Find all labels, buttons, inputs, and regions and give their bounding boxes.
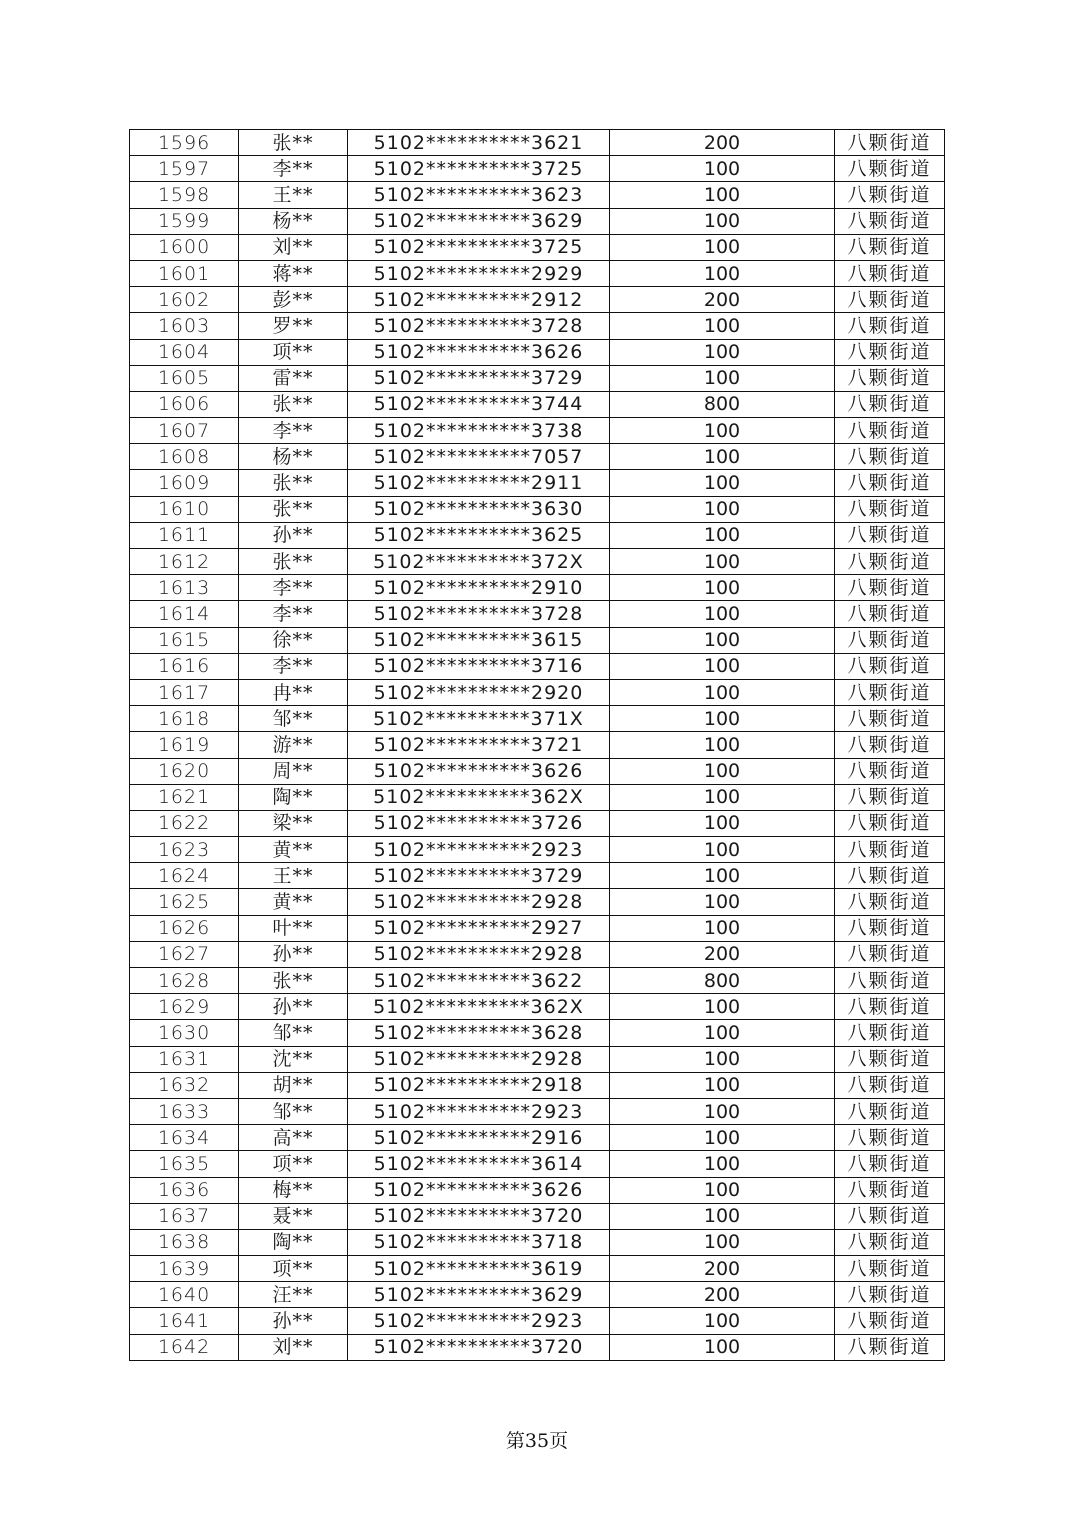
id-number-cell: 5102**********3629 (348, 208, 610, 234)
street-cell: 八颗街道 (835, 1203, 945, 1229)
amount-cell: 100 (610, 627, 835, 653)
table-row (130, 339, 945, 365)
amount-cell: 100 (610, 1308, 835, 1334)
name-cell: 张** (239, 470, 348, 496)
serial-number-cell: 1597 (130, 156, 239, 182)
street-cell: 八颗街道 (835, 889, 945, 915)
amount-cell: 100 (610, 915, 835, 941)
serial-number-cell: 1634 (130, 1125, 239, 1151)
amount-cell: 100 (610, 339, 835, 365)
name-cell: 罗** (239, 313, 348, 339)
name-cell: 李** (239, 601, 348, 627)
table-row (130, 1020, 945, 1046)
amount-cell: 800 (610, 968, 835, 994)
name-cell: 高** (239, 1125, 348, 1151)
table-row (130, 208, 945, 234)
page-number: 第35页 (505, 1430, 569, 1452)
serial-number-cell: 1620 (130, 758, 239, 784)
serial-number-cell: 1618 (130, 706, 239, 732)
serial-number-cell: 1615 (130, 627, 239, 653)
name-cell: 陶** (239, 1229, 348, 1255)
amount-cell: 200 (610, 1282, 835, 1308)
table-row (130, 889, 945, 915)
street-cell: 八颗街道 (835, 679, 945, 705)
name-cell: 张** (239, 549, 348, 575)
serial-number-cell: 1602 (130, 287, 239, 313)
table-row (130, 601, 945, 627)
table-row (130, 653, 945, 679)
serial-number-cell: 1629 (130, 994, 239, 1020)
name-cell: 张** (239, 130, 348, 156)
serial-number-cell: 1630 (130, 1020, 239, 1046)
street-cell: 八颗街道 (835, 1098, 945, 1124)
table-row (130, 1229, 945, 1255)
table-row (130, 418, 945, 444)
amount-cell: 200 (610, 1256, 835, 1282)
serial-number-cell: 1599 (130, 208, 239, 234)
table-row (130, 391, 945, 417)
amount-cell: 100 (610, 418, 835, 444)
street-cell: 八颗街道 (835, 627, 945, 653)
street-cell: 八颗街道 (835, 313, 945, 339)
table-row (130, 1203, 945, 1229)
table-row (130, 156, 945, 182)
street-cell: 八颗街道 (835, 1125, 945, 1151)
name-cell: 项** (239, 339, 348, 365)
street-cell: 八颗街道 (835, 418, 945, 444)
table-row (130, 522, 945, 548)
name-cell: 汪** (239, 1282, 348, 1308)
amount-cell: 100 (610, 260, 835, 286)
name-cell: 黄** (239, 889, 348, 915)
serial-number-cell: 1603 (130, 313, 239, 339)
id-number-cell: 5102**********372X (348, 549, 610, 575)
serial-number-cell: 1637 (130, 1203, 239, 1229)
id-number-cell: 5102**********3626 (348, 1177, 610, 1203)
street-cell: 八颗街道 (835, 260, 945, 286)
name-cell: 张** (239, 496, 348, 522)
serial-number-cell: 1600 (130, 234, 239, 260)
table-row (130, 1334, 945, 1360)
table-row (130, 549, 945, 575)
serial-number-cell: 1606 (130, 391, 239, 417)
id-number-cell: 5102**********371X (348, 706, 610, 732)
serial-number-cell: 1635 (130, 1151, 239, 1177)
id-number-cell: 5102**********3628 (348, 1020, 610, 1046)
amount-cell: 100 (610, 234, 835, 260)
serial-number-cell: 1625 (130, 889, 239, 915)
serial-number-cell: 1623 (130, 837, 239, 863)
street-cell: 八颗街道 (835, 208, 945, 234)
table-row (130, 994, 945, 1020)
amount-cell: 100 (610, 784, 835, 810)
serial-number-cell: 1632 (130, 1072, 239, 1098)
street-cell: 八颗街道 (835, 653, 945, 679)
serial-number-cell: 1611 (130, 522, 239, 548)
table-row (130, 837, 945, 863)
id-number-cell: 5102**********3726 (348, 810, 610, 836)
id-number-cell: 5102**********3728 (348, 601, 610, 627)
amount-cell: 100 (610, 1098, 835, 1124)
name-cell: 周** (239, 758, 348, 784)
street-cell: 八颗街道 (835, 706, 945, 732)
name-cell: 胡** (239, 1072, 348, 1098)
serial-number-cell: 1613 (130, 575, 239, 601)
id-number-cell: 5102**********3626 (348, 758, 610, 784)
id-number-cell: 5102**********2928 (348, 941, 610, 967)
amount-cell: 200 (610, 130, 835, 156)
id-number-cell: 5102**********2928 (348, 889, 610, 915)
street-cell: 八颗街道 (835, 391, 945, 417)
table-row (130, 365, 945, 391)
serial-number-cell: 1612 (130, 549, 239, 575)
street-cell: 八颗街道 (835, 470, 945, 496)
street-cell: 八颗街道 (835, 1334, 945, 1360)
street-cell: 八颗街道 (835, 1282, 945, 1308)
amount-cell: 100 (610, 1072, 835, 1098)
table-row (130, 1098, 945, 1124)
amount-cell: 100 (610, 1203, 835, 1229)
amount-cell: 100 (610, 706, 835, 732)
name-cell: 孙** (239, 522, 348, 548)
id-number-cell: 5102**********2923 (348, 1308, 610, 1334)
serial-number-cell: 1628 (130, 968, 239, 994)
table-row (130, 182, 945, 208)
id-number-cell: 5102**********3729 (348, 365, 610, 391)
id-number-cell: 5102**********3718 (348, 1229, 610, 1255)
serial-number-cell: 1642 (130, 1334, 239, 1360)
table-row (130, 706, 945, 732)
name-cell: 杨** (239, 444, 348, 470)
table-row (130, 234, 945, 260)
amount-cell: 100 (610, 758, 835, 784)
serial-number-cell: 1598 (130, 182, 239, 208)
serial-number-cell: 1622 (130, 810, 239, 836)
serial-number-cell: 1609 (130, 470, 239, 496)
serial-number-cell: 1601 (130, 260, 239, 286)
name-cell: 李** (239, 653, 348, 679)
amount-cell: 100 (610, 522, 835, 548)
name-cell: 项** (239, 1256, 348, 1282)
id-number-cell: 5102**********2928 (348, 1046, 610, 1072)
street-cell: 八颗街道 (835, 1177, 945, 1203)
id-number-cell: 5102**********2912 (348, 287, 610, 313)
table-row (130, 1282, 945, 1308)
amount-cell: 100 (610, 496, 835, 522)
id-number-cell: 5102**********3619 (348, 1256, 610, 1282)
amount-cell: 100 (610, 208, 835, 234)
table-row (130, 1308, 945, 1334)
street-cell: 八颗街道 (835, 941, 945, 967)
id-number-cell: 5102**********3729 (348, 863, 610, 889)
table-row (130, 1151, 945, 1177)
serial-number-cell: 1617 (130, 679, 239, 705)
serial-number-cell: 1614 (130, 601, 239, 627)
id-number-cell: 5102**********2916 (348, 1125, 610, 1151)
id-number-cell: 5102**********2923 (348, 837, 610, 863)
street-cell: 八颗街道 (835, 287, 945, 313)
street-cell: 八颗街道 (835, 182, 945, 208)
table-row (130, 1125, 945, 1151)
id-number-cell: 5102**********362X (348, 994, 610, 1020)
amount-cell: 100 (610, 810, 835, 836)
serial-number-cell: 1621 (130, 784, 239, 810)
street-cell: 八颗街道 (835, 601, 945, 627)
table-row (130, 758, 945, 784)
street-cell: 八颗街道 (835, 1308, 945, 1334)
serial-number-cell: 1626 (130, 915, 239, 941)
serial-number-cell: 1596 (130, 130, 239, 156)
id-number-cell: 5102**********3622 (348, 968, 610, 994)
table-row (130, 444, 945, 470)
serial-number-cell: 1619 (130, 732, 239, 758)
street-cell: 八颗街道 (835, 968, 945, 994)
amount-cell: 100 (610, 575, 835, 601)
table-row (130, 470, 945, 496)
street-cell: 八颗街道 (835, 156, 945, 182)
name-cell: 杨** (239, 208, 348, 234)
street-cell: 八颗街道 (835, 1072, 945, 1098)
amount-cell: 100 (610, 1151, 835, 1177)
street-cell: 八颗街道 (835, 575, 945, 601)
amount-cell: 100 (610, 1229, 835, 1255)
amount-cell: 100 (610, 1046, 835, 1072)
table-row (130, 810, 945, 836)
street-cell: 八颗街道 (835, 1151, 945, 1177)
name-cell: 雷** (239, 365, 348, 391)
serial-number-cell: 1633 (130, 1098, 239, 1124)
name-cell: 聂** (239, 1203, 348, 1229)
id-number-cell: 5102**********3720 (348, 1203, 610, 1229)
name-cell: 梁** (239, 810, 348, 836)
amount-cell: 100 (610, 182, 835, 208)
name-cell: 孙** (239, 994, 348, 1020)
amount-cell: 800 (610, 391, 835, 417)
id-number-cell: 5102**********3623 (348, 182, 610, 208)
street-cell: 八颗街道 (835, 994, 945, 1020)
table-row (130, 679, 945, 705)
amount-cell: 100 (610, 732, 835, 758)
name-cell: 梅** (239, 1177, 348, 1203)
amount-cell: 100 (610, 1177, 835, 1203)
street-cell: 八颗街道 (835, 339, 945, 365)
name-cell: 刘** (239, 234, 348, 260)
street-cell: 八颗街道 (835, 758, 945, 784)
name-cell: 李** (239, 418, 348, 444)
id-number-cell: 5102**********3725 (348, 234, 610, 260)
table-row (130, 1072, 945, 1098)
street-cell: 八颗街道 (835, 444, 945, 470)
name-cell: 李** (239, 156, 348, 182)
serial-number-cell: 1627 (130, 941, 239, 967)
street-cell: 八颗街道 (835, 365, 945, 391)
amount-cell: 100 (610, 470, 835, 496)
table-row (130, 732, 945, 758)
serial-number-cell: 1624 (130, 863, 239, 889)
id-number-cell: 5102**********3615 (348, 627, 610, 653)
street-cell: 八颗街道 (835, 1229, 945, 1255)
amount-cell: 100 (610, 863, 835, 889)
amount-cell: 100 (610, 1334, 835, 1360)
id-number-cell: 5102**********3721 (348, 732, 610, 758)
street-cell: 八颗街道 (835, 915, 945, 941)
name-cell: 孙** (239, 1308, 348, 1334)
table-row (130, 287, 945, 313)
name-cell: 彭** (239, 287, 348, 313)
street-cell: 八颗街道 (835, 130, 945, 156)
name-cell: 陶** (239, 784, 348, 810)
serial-number-cell: 1639 (130, 1256, 239, 1282)
name-cell: 邹** (239, 1020, 348, 1046)
id-number-cell: 5102**********2918 (348, 1072, 610, 1098)
table-row (130, 260, 945, 286)
id-number-cell: 5102**********3738 (348, 418, 610, 444)
table-row (130, 1046, 945, 1072)
name-cell: 游** (239, 732, 348, 758)
table-row (130, 1177, 945, 1203)
name-cell: 冉** (239, 679, 348, 705)
table-row (130, 968, 945, 994)
name-cell: 张** (239, 391, 348, 417)
amount-cell: 100 (610, 653, 835, 679)
table-row (130, 1256, 945, 1282)
id-number-cell: 5102**********3630 (348, 496, 610, 522)
name-cell: 张** (239, 968, 348, 994)
data-table (129, 129, 945, 1361)
name-cell: 王** (239, 182, 348, 208)
street-cell: 八颗街道 (835, 1046, 945, 1072)
id-number-cell: 5102**********3626 (348, 339, 610, 365)
table-row (130, 863, 945, 889)
serial-number-cell: 1631 (130, 1046, 239, 1072)
serial-number-cell: 1608 (130, 444, 239, 470)
name-cell: 叶** (239, 915, 348, 941)
id-number-cell: 5102**********2927 (348, 915, 610, 941)
amount-cell: 100 (610, 994, 835, 1020)
table-row (130, 784, 945, 810)
id-number-cell: 5102**********3629 (348, 1282, 610, 1308)
amount-cell: 100 (610, 444, 835, 470)
street-cell: 八颗街道 (835, 784, 945, 810)
street-cell: 八颗街道 (835, 732, 945, 758)
name-cell: 黄** (239, 837, 348, 863)
street-cell: 八颗街道 (835, 522, 945, 548)
table-row (130, 915, 945, 941)
name-cell: 邹** (239, 706, 348, 732)
serial-number-cell: 1605 (130, 365, 239, 391)
id-number-cell: 5102**********2910 (348, 575, 610, 601)
id-number-cell: 5102**********362X (348, 784, 610, 810)
id-number-cell: 5102**********3614 (348, 1151, 610, 1177)
street-cell: 八颗街道 (835, 810, 945, 836)
name-cell: 刘** (239, 1334, 348, 1360)
amount-cell: 200 (610, 941, 835, 967)
id-number-cell: 5102**********3720 (348, 1334, 610, 1360)
table-row (130, 496, 945, 522)
id-number-cell: 5102**********2923 (348, 1098, 610, 1124)
serial-number-cell: 1607 (130, 418, 239, 444)
id-number-cell: 5102**********3728 (348, 313, 610, 339)
street-cell: 八颗街道 (835, 549, 945, 575)
street-cell: 八颗街道 (835, 1020, 945, 1046)
table-row (130, 575, 945, 601)
name-cell: 徐** (239, 627, 348, 653)
name-cell: 蒋** (239, 260, 348, 286)
serial-number-cell: 1604 (130, 339, 239, 365)
name-cell: 王** (239, 863, 348, 889)
table-row (130, 130, 945, 156)
amount-cell: 100 (610, 156, 835, 182)
name-cell: 李** (239, 575, 348, 601)
amount-cell: 100 (610, 889, 835, 915)
table-row (130, 941, 945, 967)
street-cell: 八颗街道 (835, 1256, 945, 1282)
street-cell: 八颗街道 (835, 234, 945, 260)
table-row (130, 627, 945, 653)
id-number-cell: 5102**********3716 (348, 653, 610, 679)
serial-number-cell: 1636 (130, 1177, 239, 1203)
name-cell: 项** (239, 1151, 348, 1177)
name-cell: 邹** (239, 1098, 348, 1124)
id-number-cell: 5102**********3744 (348, 391, 610, 417)
id-number-cell: 5102**********2929 (348, 260, 610, 286)
street-cell: 八颗街道 (835, 863, 945, 889)
serial-number-cell: 1638 (130, 1229, 239, 1255)
amount-cell: 100 (610, 365, 835, 391)
name-cell: 孙** (239, 941, 348, 967)
amount-cell: 100 (610, 549, 835, 575)
amount-cell: 100 (610, 313, 835, 339)
amount-cell: 100 (610, 679, 835, 705)
amount-cell: 100 (610, 601, 835, 627)
serial-number-cell: 1616 (130, 653, 239, 679)
serial-number-cell: 1610 (130, 496, 239, 522)
serial-number-cell: 1640 (130, 1282, 239, 1308)
id-number-cell: 5102**********3621 (348, 130, 610, 156)
table-row (130, 313, 945, 339)
amount-cell: 200 (610, 287, 835, 313)
amount-cell: 100 (610, 837, 835, 863)
amount-cell: 100 (610, 1020, 835, 1046)
id-number-cell: 5102**********3625 (348, 522, 610, 548)
serial-number-cell: 1641 (130, 1308, 239, 1334)
id-number-cell: 5102**********2920 (348, 679, 610, 705)
table-body (130, 130, 945, 1361)
name-cell: 沈** (239, 1046, 348, 1072)
id-number-cell: 5102**********3725 (348, 156, 610, 182)
street-cell: 八颗街道 (835, 496, 945, 522)
street-cell: 八颗街道 (835, 837, 945, 863)
id-number-cell: 5102**********2911 (348, 470, 610, 496)
amount-cell: 100 (610, 1125, 835, 1151)
id-number-cell: 5102**********7057 (348, 444, 610, 470)
